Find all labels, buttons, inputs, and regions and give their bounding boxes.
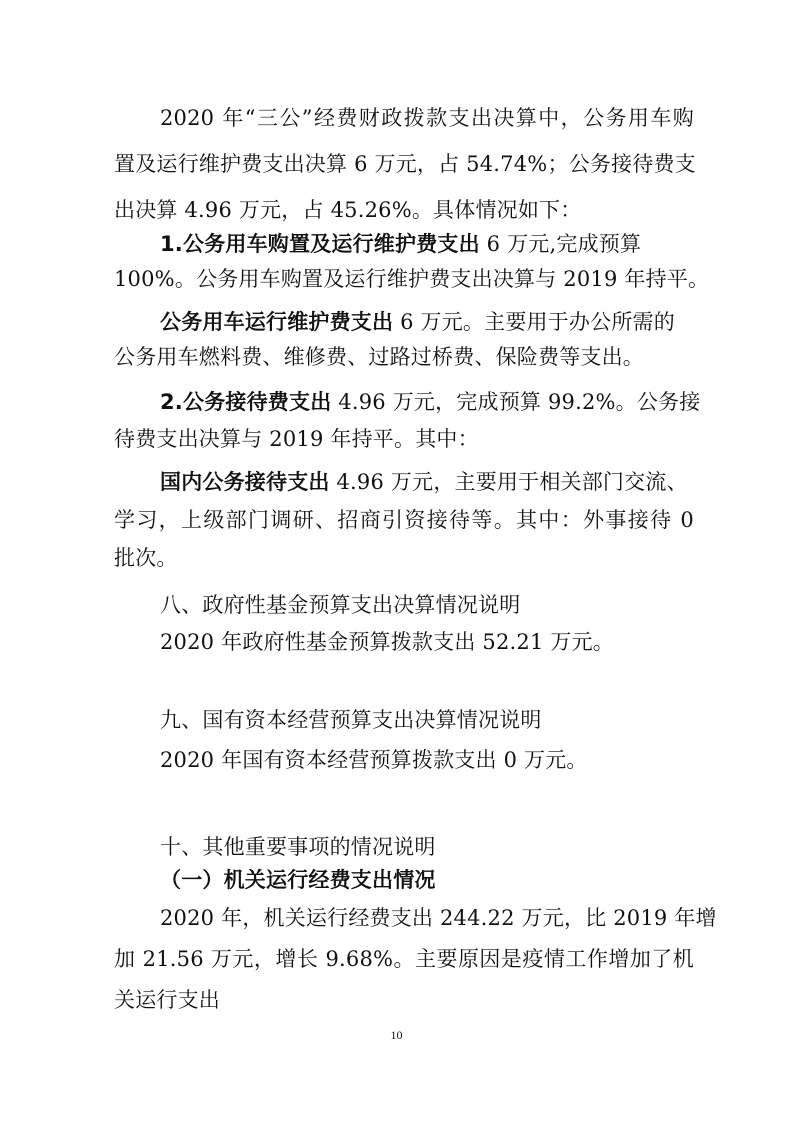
paragraph-line: 加 21.56 万元，增长 9.68%。主要原因是疫情工作增加了机 [114, 947, 694, 971]
paragraph-line: 出决算 4.96 万元，占 45.26%。具体情况如下： [114, 198, 582, 222]
bold-lead-text: 1.公务用车购置及运行维护费支出 [160, 232, 480, 256]
paragraph-line: 待费支出决算与 2019 年持平。其中： [114, 427, 479, 451]
paragraph-line: 2020 年政府性基金预算拨款支出 52.21 万元。 [160, 630, 614, 654]
section-heading: 十、其他重要事项的情况说明 [160, 835, 436, 859]
paragraph-line [160, 387, 701, 417]
paragraph-line [160, 229, 694, 259]
paragraph-line: 公务用车燃料费、维修费、过路过桥费、保险费等支出。 [114, 345, 644, 369]
paragraph-line: 2020 年国有资本经营预算拨款支出 0 万元。 [160, 748, 588, 772]
subsection-heading: （一）机关运行经费支出情况 [160, 868, 436, 892]
paragraph-text: 6 万元。主要用于办公所需的 [393, 310, 675, 334]
paragraph-text: 4.96 万元，完成预算 99.2%。公务接 [331, 390, 701, 414]
paragraph-line: 100%。公务用车购置及运行维护费支出决算与 2019 年持平。 [114, 267, 710, 291]
paragraph-text: 4.96 万元，主要用于相关部门交流、 [329, 470, 688, 494]
paragraph-line: 置及运行维护费支出决算 6 万元，占 54.74%；公务接待费支 [114, 152, 696, 176]
paragraph-line [160, 467, 694, 497]
bold-lead-text: 国内公务接待支出 [160, 470, 330, 494]
section-heading: 八、政府性基金预算支出决算情况说明 [160, 593, 521, 617]
paragraph-line [160, 307, 694, 337]
paragraph-line: 关运行支出 [114, 988, 220, 1012]
paragraph-line: 2020 年，机关运行经费支出 244.22 万元，比 2019 年增 [160, 906, 717, 930]
paragraph-line: 学习，上级部门调研、招商引资接待等。其中：外事接待 0 [114, 508, 694, 532]
paragraph-text: 6 万元,完成预算 [479, 232, 642, 256]
paragraph-line: 批次。 [114, 546, 178, 570]
paragraph-line: 2020 年“三公”经费财政拨款支出决算中，公务用车购 [160, 106, 694, 130]
bold-lead-text: 公务用车运行维护费支出 [160, 310, 394, 334]
bold-lead-text: 2.公务接待费支出 [160, 390, 332, 414]
section-heading: 九、国有资本经营预算支出决算情况说明 [160, 708, 542, 732]
page-number: 10 [390, 1028, 403, 1042]
